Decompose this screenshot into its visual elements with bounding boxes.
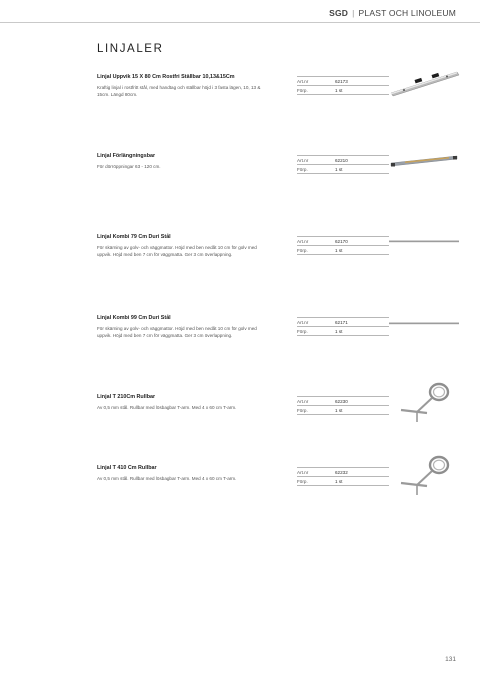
product-entry — [97, 465, 461, 515]
straight-steel-ruler-icon — [387, 309, 461, 349]
spec-row-art-nr — [297, 396, 389, 406]
product-entry — [97, 74, 461, 124]
spec-value: 62171 — [335, 319, 348, 325]
spec-key: Art.nr — [297, 398, 309, 404]
rollable-t-ruler-icon — [387, 380, 461, 424]
spec-row-forp — [297, 86, 389, 95]
spec-value: 62210 — [335, 157, 348, 163]
page-number: 131 — [445, 656, 456, 663]
spec-row-forp — [297, 246, 389, 255]
straight-steel-ruler-icon — [387, 228, 461, 268]
product-name: Linjal Uppvik 15 X 80 Cm Rostfri Ställbar 10,13&15Cm — [97, 74, 235, 80]
spec-value: 1 st — [335, 247, 343, 253]
page-header — [329, 8, 456, 18]
spec-row-art-nr — [297, 236, 389, 246]
product-description: För skärning av golv- och väggmattor. Höjd med ben nedåt 10 cm för golv med uppvik. Höjd med ben 7 cm för väggmatta. Ger 3 cm överlappning. — [97, 326, 257, 338]
page-title: LINJALER — [97, 43, 164, 55]
spec-row-forp — [297, 477, 389, 486]
spec-value: 62170 — [335, 238, 348, 244]
spec-key: Art.nr — [297, 238, 309, 244]
spec-value: 62173 — [335, 78, 348, 84]
header-divider — [0, 22, 480, 23]
product-name: Linjal T 210Cm Rullbar — [97, 394, 156, 400]
product-entry — [97, 315, 461, 365]
extendable-ruler-icon — [387, 147, 461, 187]
product-description: För skärning av golv- och väggmattor. Höjd med ben nedåt 10 cm för golv med uppvik. Höjd med ben 7 cm för väggmatta. Ger 3 cm överlappning. — [97, 245, 257, 257]
spec-row-art-nr — [297, 76, 389, 86]
product-spec-table — [297, 155, 389, 174]
product-entry — [97, 234, 461, 284]
spec-value: 1 st — [335, 478, 343, 484]
product-spec-table — [297, 236, 389, 255]
product-spec-table — [297, 317, 389, 336]
spec-row-forp — [297, 165, 389, 174]
product-name: Linjal Kombi 99 Cm Duri Stål — [97, 315, 171, 321]
product-spec-table — [297, 76, 389, 95]
spec-key: Förp. — [297, 328, 308, 334]
section-label: PLAST OCH LINOLEUM — [358, 8, 456, 18]
spec-value: 62230 — [335, 398, 348, 404]
spec-row-art-nr — [297, 467, 389, 477]
rollable-t-ruler-icon — [387, 453, 461, 497]
spec-key: Art.nr — [297, 469, 309, 475]
spec-row-forp — [297, 327, 389, 336]
steel-ruler-with-handles-icon — [387, 68, 461, 108]
spec-value: 1 st — [335, 328, 343, 334]
spec-key: Förp. — [297, 478, 308, 484]
product-entry — [97, 394, 461, 444]
product-entry — [97, 153, 461, 203]
product-name: Linjal Kombi 79 Cm Duri Stål — [97, 234, 171, 240]
product-description: Av 0,5 mm stål. Rullbar med lösbagbar T-arm. Med 4 x 60 cm T-arm. — [97, 476, 237, 481]
spec-key: Förp. — [297, 87, 308, 93]
spec-key: Art.nr — [297, 157, 309, 163]
product-name: Linjal Förlängningsbar — [97, 153, 156, 159]
spec-value: 1 st — [335, 166, 343, 172]
header-separator: | — [352, 8, 355, 18]
product-spec-table — [297, 467, 389, 486]
product-name: Linjal T 410 Cm Rullbar — [97, 465, 157, 471]
product-spec-table — [297, 396, 389, 415]
spec-value: 1 st — [335, 87, 343, 93]
spec-key: Förp. — [297, 407, 308, 413]
brand-label: SGD — [329, 8, 349, 18]
spec-value: 1 st — [335, 407, 343, 413]
spec-value: 62232 — [335, 469, 348, 475]
product-description: Kraftig linjal i rostfritt stål, med handtag och ställbar höjd i 3 fasta lägen, 10, 13 & 15cm. Längd 80cm. — [97, 85, 261, 97]
spec-key: Art.nr — [297, 319, 309, 325]
spec-row-art-nr — [297, 317, 389, 327]
spec-key: Förp. — [297, 166, 308, 172]
spec-key: Art.nr — [297, 78, 309, 84]
spec-key: Förp. — [297, 247, 308, 253]
product-description: Av 0,5 mm stål. Rullbar med lösbagbar T-arm. Med 4 x 60 cm T-arm. — [97, 405, 237, 410]
spec-row-art-nr — [297, 155, 389, 165]
spec-row-forp — [297, 406, 389, 415]
product-description: För dörröppningar 63 - 120 cm. — [97, 164, 161, 169]
